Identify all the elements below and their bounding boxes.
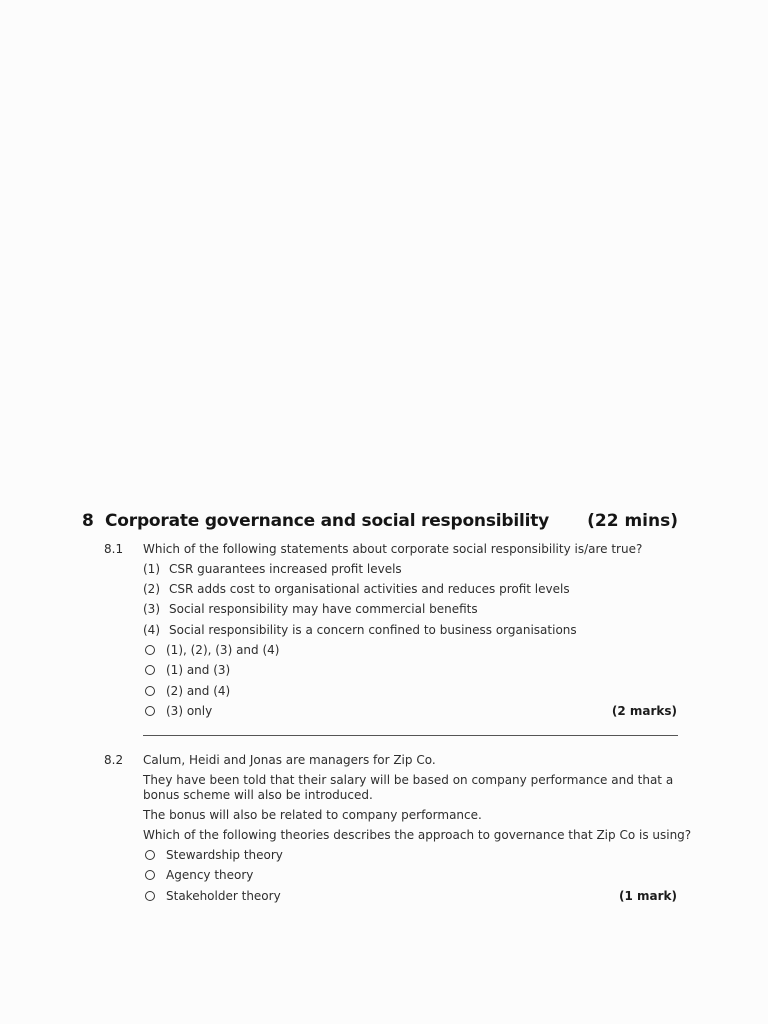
answer-option[interactable] — [143, 704, 212, 718]
answer-option[interactable] — [143, 663, 230, 677]
statement — [143, 602, 478, 616]
question-number: 8.1 — [104, 542, 124, 556]
option-label: Stewardship theory — [166, 848, 283, 862]
question-text: bonus scheme will also be introduced. — [143, 788, 373, 802]
option-label: Stakeholder theory — [166, 889, 281, 903]
option-label: Agency theory — [166, 868, 254, 882]
marks-label: (1 mark) — [619, 889, 677, 903]
radio-icon[interactable] — [145, 665, 155, 675]
statement-text: CSR guarantees increased profit levels — [169, 562, 402, 576]
statement — [143, 623, 577, 637]
statement-number: (1) — [143, 562, 160, 576]
radio-icon[interactable] — [145, 645, 155, 655]
statement — [143, 582, 570, 596]
question-text: They have been told that their salary will be based on company performance and that a — [143, 773, 674, 787]
section-heading — [82, 508, 678, 534]
question-text: Calum, Heidi and Jonas are managers for Zip Co. — [143, 753, 436, 767]
option-label: (2) and (4) — [166, 684, 231, 698]
statement-text: CSR adds cost to organisational activities and reduces profit levels — [169, 582, 570, 596]
option-label: (1) and (3) — [166, 663, 231, 677]
radio-icon[interactable] — [145, 870, 155, 880]
answer-option[interactable] — [143, 684, 230, 698]
statement — [143, 562, 402, 576]
option-label: (1), (2), (3) and (4) — [166, 643, 280, 657]
radio-icon[interactable] — [145, 891, 155, 901]
section-time: (22 mins) — [587, 511, 678, 531]
radio-icon[interactable] — [145, 686, 155, 696]
statement-text: Social responsibility is a concern confined to business organisations — [169, 623, 577, 637]
statement-text: Social responsibility may have commercial benefits — [169, 602, 478, 616]
statement-number: (2) — [143, 582, 160, 596]
option-label: (3) only — [166, 704, 213, 718]
question-text: The bonus will also be related to company performance. — [143, 808, 482, 822]
question-text: Which of the following theories describes the approach to governance that Zip Co is using? — [143, 828, 692, 842]
radio-icon[interactable] — [145, 850, 155, 860]
question-text: Which of the following statements about corporate social responsibility is/are true? — [143, 542, 643, 556]
radio-icon[interactable] — [145, 706, 155, 716]
section-number: 8 — [82, 511, 94, 531]
section-title: Corporate governance and social responsibility — [105, 511, 550, 531]
question-number: 8.2 — [104, 753, 124, 767]
answer-option[interactable] — [143, 889, 281, 903]
question-divider — [143, 735, 678, 736]
marks-label: (2 marks) — [611, 704, 677, 718]
answer-option[interactable] — [143, 868, 253, 882]
answer-option[interactable] — [143, 848, 283, 862]
statement-number: (4) — [143, 623, 160, 637]
statement-number: (3) — [143, 602, 160, 616]
answer-option[interactable] — [143, 643, 279, 657]
